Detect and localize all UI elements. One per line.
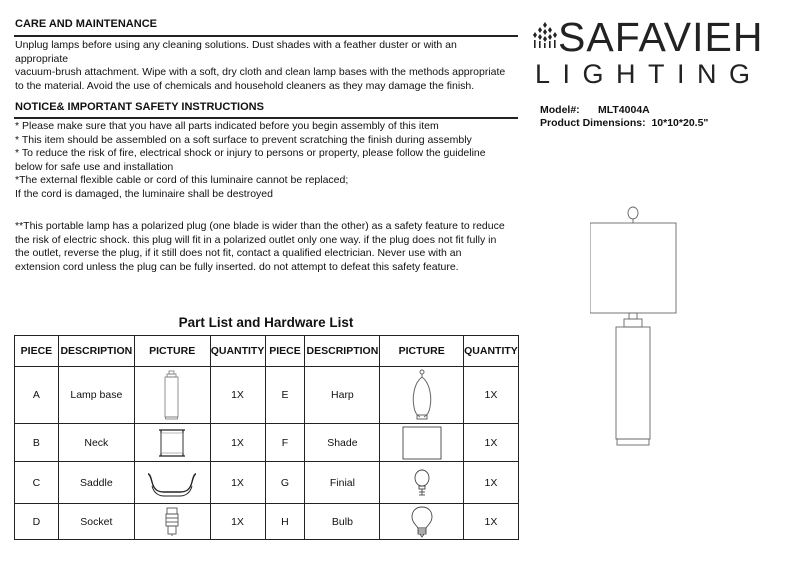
polarized-text — [15, 220, 520, 274]
description-cell: Lamp base — [58, 367, 134, 424]
col-header: PIECE — [15, 336, 59, 367]
product-dimensions — [540, 117, 708, 129]
picture-cell — [380, 462, 464, 504]
care-line: appropriate — [15, 52, 69, 65]
care-title: CARE AND MAINTENANCE — [15, 18, 157, 30]
polarized-line: the outlet, reverse the plug, if it still does not fit, contact a qualified electrician. Never use with an — [15, 247, 462, 259]
piece-cell: B — [15, 424, 59, 462]
parts-table — [14, 335, 519, 540]
dims-label: Product Dimensions: — [540, 117, 646, 129]
picture-cell — [134, 504, 210, 540]
description-cell: Neck — [58, 424, 134, 462]
shade-icon — [402, 426, 442, 460]
quantity-cell: 1X — [210, 504, 265, 540]
notice-line: *The external flexible cable or cord of this luminaire cannot be replaced; — [15, 174, 349, 186]
model-label: Model#: — [540, 104, 580, 116]
polarized-line: extension cord unless the plug can be fully inserted. do not attempt to defeat this safety feature. — [15, 260, 459, 273]
notice-line: * This item should be assembled on a soft surface to prevent scratching the finish during assembly — [15, 133, 472, 146]
finial-icon — [408, 468, 436, 498]
piece-cell: A — [15, 367, 59, 424]
polarized-line: **This portable lamp has a polarized plug (one blade is wider than the other) as a safety feature to reduce — [15, 220, 505, 232]
table-row — [15, 462, 519, 504]
model-value: MLT4004A — [598, 104, 650, 116]
brand-mark-icon — [533, 22, 557, 48]
piece-cell: H — [265, 504, 305, 540]
description-cell: Bulb — [305, 504, 380, 540]
care-line: to the material. Avoid the use of chemicals and household cleaners as they may damage the finish. — [15, 79, 475, 92]
quantity-cell: 1X — [210, 367, 265, 424]
brand-logo — [533, 14, 764, 89]
quantity-cell: 1X — [210, 462, 265, 504]
harp-icon — [408, 369, 436, 421]
piece-cell: F — [265, 424, 305, 462]
piece-cell: D — [15, 504, 59, 540]
polarized-line: the risk of electric shock. this plug will fit in a polarized outlet only one way. if the plug does not fit fully in — [15, 233, 497, 246]
description-cell: Finial — [305, 462, 380, 504]
description-cell: Saddle — [58, 462, 134, 504]
care-line: Unplug lamps before using any cleaning solutions. Dust shades with a feather duster or with an — [15, 39, 457, 51]
col-header: QUANTITY — [463, 336, 518, 367]
picture-cell — [380, 424, 464, 462]
care-divider — [14, 35, 518, 37]
piece-cell: C — [15, 462, 59, 504]
saddle-icon — [146, 468, 198, 498]
col-header: PICTURE — [380, 336, 464, 367]
piece-cell: E — [265, 367, 305, 424]
neck-icon — [157, 427, 187, 459]
quantity-cell: 1X — [463, 367, 518, 424]
notice-divider — [14, 117, 518, 119]
table-row — [15, 504, 519, 540]
quantity-cell: 1X — [463, 424, 518, 462]
description-cell: Harp — [305, 367, 380, 424]
notice-line: If the cord is damaged, the luminaire shall be destroyed — [15, 187, 273, 200]
quantity-cell: 1X — [463, 462, 518, 504]
care-line: vacuum-brush attachment. Wipe with a soft, dry cloth and clean lamp bases with the methods appropriate — [15, 66, 506, 78]
bulb-icon — [410, 506, 434, 538]
dims-value: 10*10*20.5" — [651, 117, 709, 129]
col-header: PICTURE — [134, 336, 210, 367]
description-cell: Socket — [58, 504, 134, 540]
col-header: DESCRIPTION — [58, 336, 134, 367]
col-header: DESCRIPTION — [305, 336, 380, 367]
picture-cell — [134, 367, 210, 424]
picture-cell — [380, 504, 464, 540]
notice-text — [15, 120, 520, 201]
parts-table-title: Part List and Hardware List — [178, 315, 354, 330]
table-header-row — [15, 336, 519, 367]
picture-cell — [134, 462, 210, 504]
col-header: QUANTITY — [210, 336, 265, 367]
notice-line: below for safe use and installation — [15, 160, 174, 173]
brand-name: SAFAVIEH — [558, 14, 764, 60]
description-cell: Shade — [305, 424, 380, 462]
notice-line: * To reduce the risk of fire, electrical shock or injury to persons or property, please follow the guideline — [15, 147, 486, 159]
model-number — [540, 104, 650, 116]
socket-icon — [164, 507, 180, 537]
notice-line: * Please make sure that you have all parts indicated before you begin assembly of this item — [15, 120, 439, 132]
table-row — [15, 424, 519, 462]
table-row — [15, 367, 519, 424]
quantity-cell: 1X — [210, 424, 265, 462]
picture-cell — [380, 367, 464, 424]
piece-cell: G — [265, 462, 305, 504]
brand-sub: LIGHTING — [535, 59, 763, 89]
col-header: PIECE — [265, 336, 305, 367]
care-text — [15, 39, 520, 93]
lamp-base-icon — [162, 370, 182, 420]
notice-title: NOTICE& IMPORTANT SAFETY INSTRUCTIONS — [15, 101, 264, 113]
quantity-cell: 1X — [463, 504, 518, 540]
lamp-diagram — [590, 203, 680, 449]
picture-cell — [134, 424, 210, 462]
